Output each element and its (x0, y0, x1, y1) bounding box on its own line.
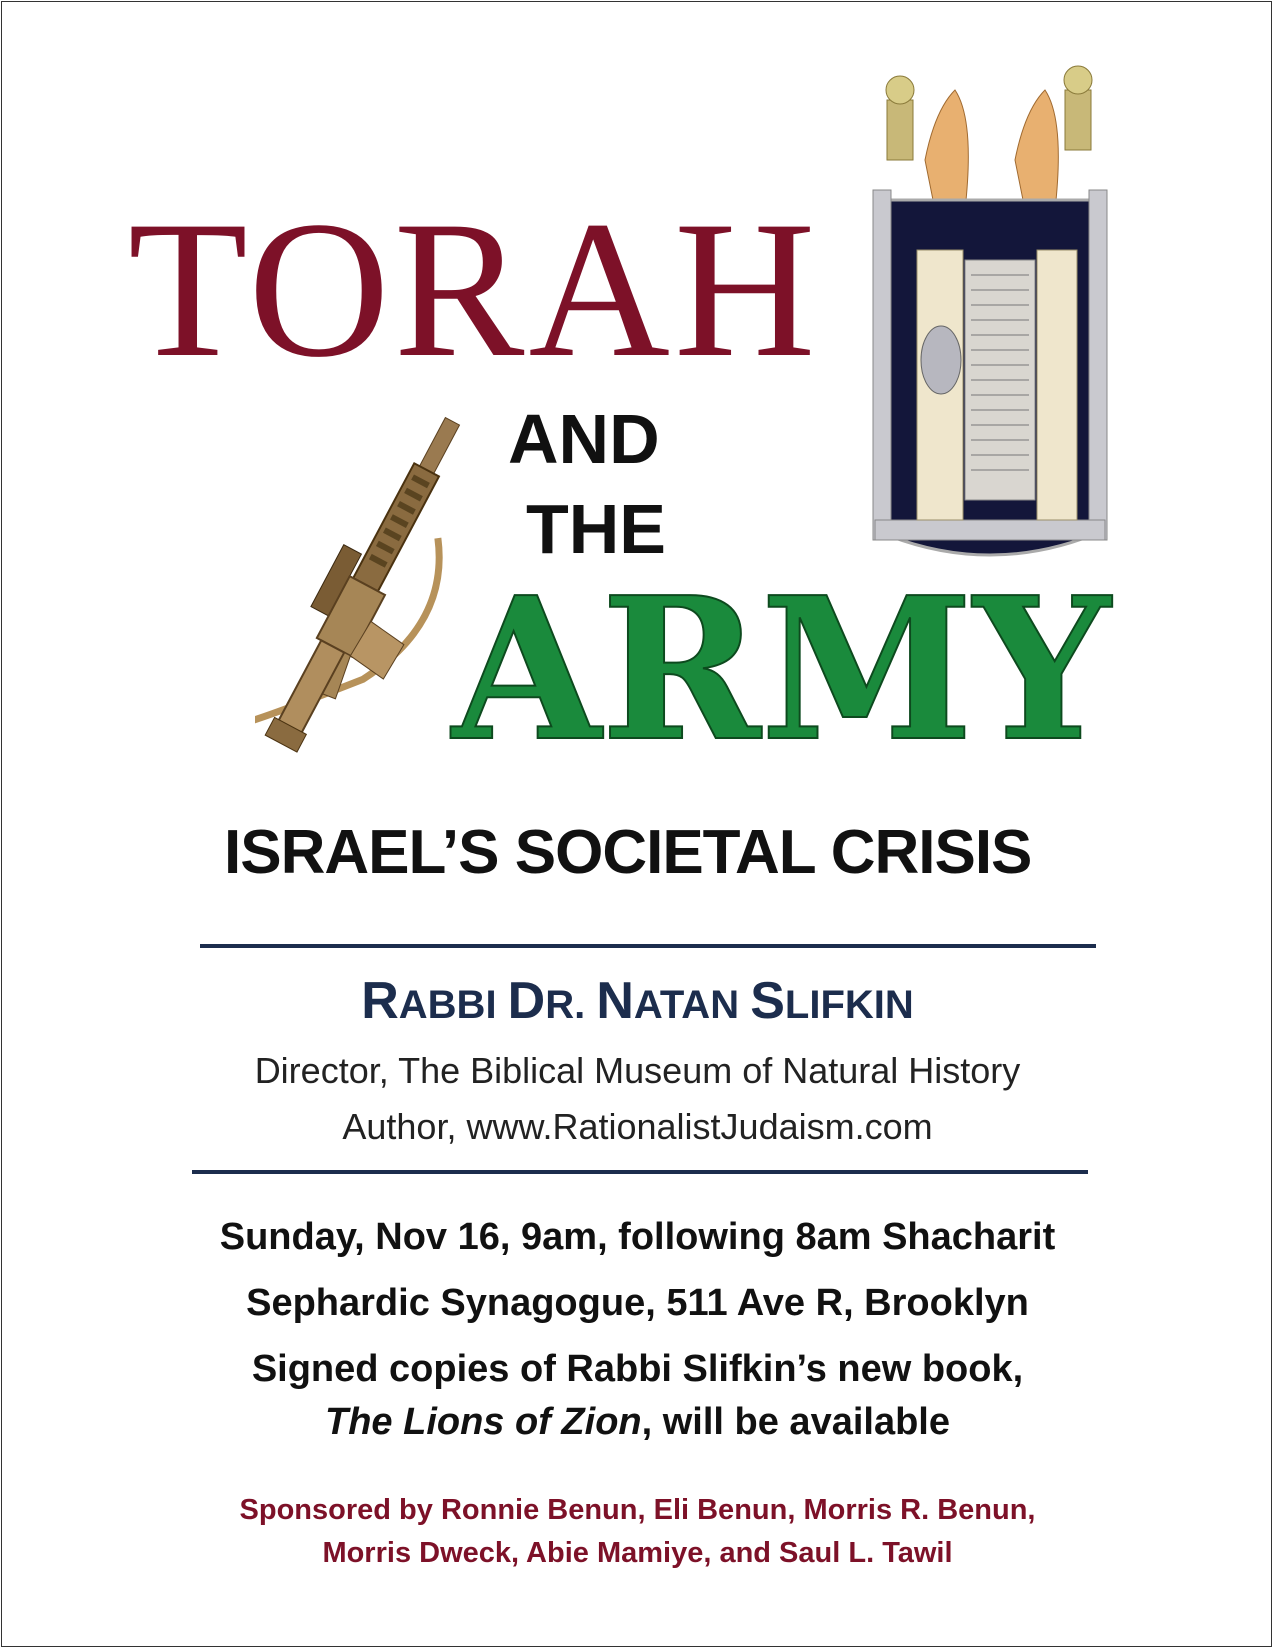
speaker-initial-1: R (361, 972, 399, 1030)
title-the: THE (526, 490, 666, 568)
speaker-initial-4: S (750, 972, 785, 1030)
speaker-rest-1: ABBI (398, 983, 508, 1027)
event-where: Sephardic Synagogue, 511 Ave R, Brooklyn (246, 1282, 1029, 1324)
divider-bottom (192, 1170, 1088, 1174)
event-book-line2 (0, 1400, 1275, 1446)
sponsors-line2: Morris Dweck, Abie Mamiye, and Saul L. Tawil (322, 1537, 953, 1569)
speaker-initial-3: N (596, 972, 634, 1030)
speaker-initial-2: D (507, 972, 546, 1030)
subtitle: ISRAEL’S SOCIETAL CRISIS (224, 818, 1032, 887)
speaker-rest-2: R. (545, 983, 597, 1027)
torah-scroll-illustration (865, 60, 1115, 580)
event-when: Sunday, Nov 16, 9am, following 8am Shacharit (219, 1216, 1056, 1258)
book-line2-rest: , will be available (641, 1401, 950, 1443)
divider-top (200, 944, 1096, 948)
title-torah: TORAH (128, 181, 820, 398)
title-and: AND (508, 400, 660, 478)
event-book-line1: Signed copies of Rabbi Slifkin’s new book, (251, 1348, 1024, 1390)
book-title: The Lions of Zion (325, 1401, 642, 1443)
rifle-illustration (255, 400, 475, 780)
speaker-role: Director, The Biblical Museum of Natural History (254, 1050, 1021, 1091)
speaker-rest-3: ATAN (633, 983, 751, 1027)
speaker-author: Author, www.RationalistJudaism.com (342, 1106, 933, 1147)
sponsors-line1: Sponsored by Ronnie Benun, Eli Benun, Morris R. Benun, (239, 1494, 1036, 1526)
speaker-name (0, 972, 1275, 1030)
title-army: ARMY (452, 555, 1111, 785)
speaker-rest-4: LIFKIN (784, 983, 914, 1027)
